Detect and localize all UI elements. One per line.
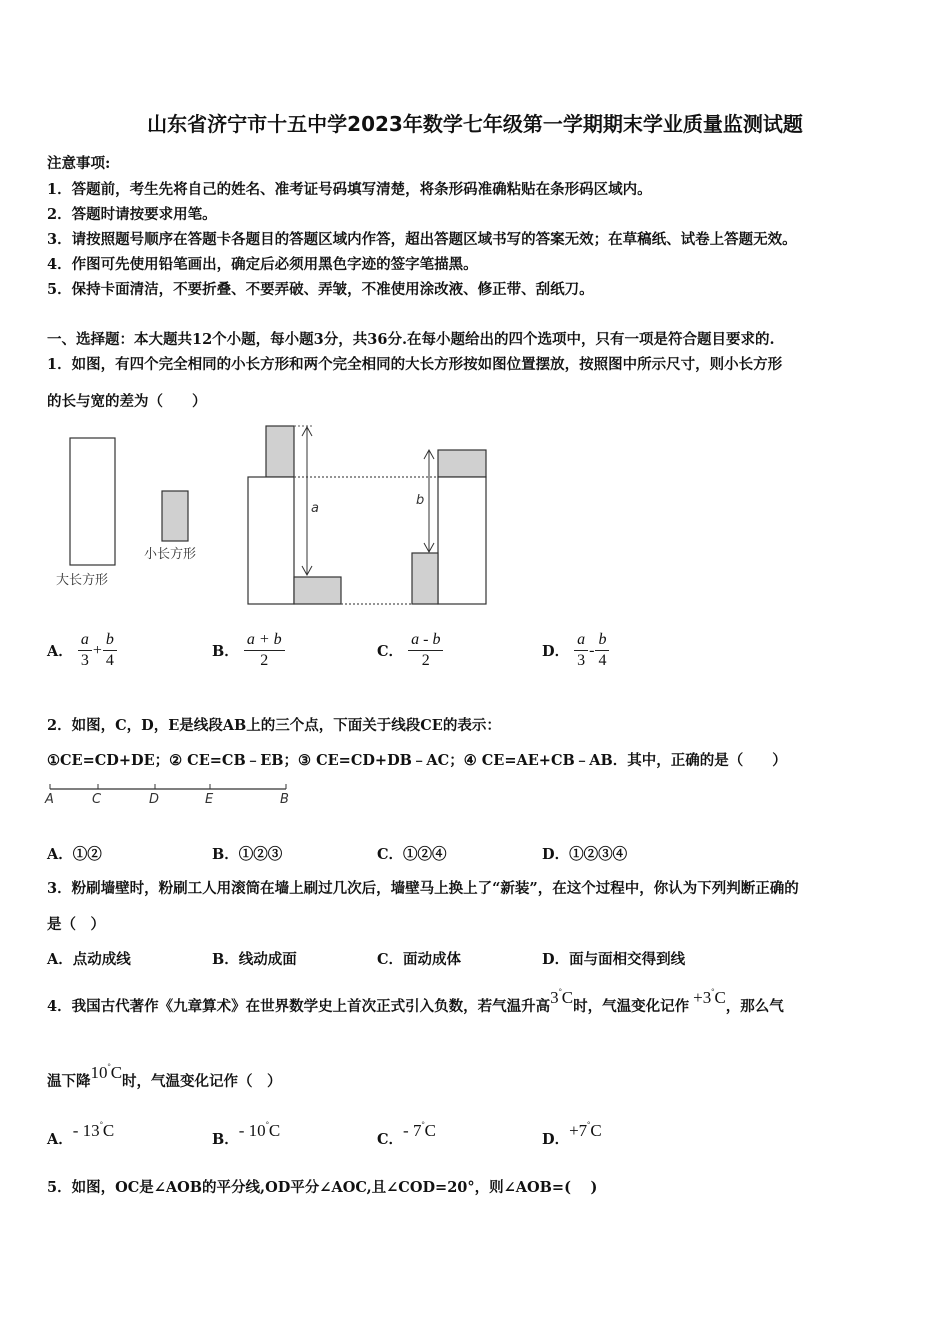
q1-option-b-label: B． (212, 643, 239, 660)
right-small-bottom (412, 553, 438, 604)
q1-option-d-frac2: $\frac{b}{4}$ (595, 630, 609, 671)
q1-option-b[interactable] (212, 630, 285, 671)
q4-option-b[interactable]: B．- 10°C (212, 1120, 281, 1148)
q1-option-c-label: C． (377, 643, 404, 660)
q1-option-d-label: D． (542, 643, 570, 660)
big-rectangle-label: 大长方形 (56, 573, 109, 588)
q1-figure (40, 418, 500, 613)
q5-text-line1: 5．如图，OC是∠AOB的平分线,OD平分∠AOC,且∠COD=20°，则∠AOB=( ) (47, 1179, 598, 1196)
q1-option-a-frac2: $\frac{b}{4}$ (103, 630, 117, 671)
q1-text-line1: 1．如图，有四个完全相同的小长方形和两个完全相同的大长方形按如图位置摆放，按照图中所示尺寸，则小长方形 (47, 356, 783, 373)
q3-option-d[interactable]: D．面与面相交得到线 (542, 951, 686, 968)
q3-option-b[interactable]: B．线动成面 (212, 951, 297, 968)
left-small-top (266, 426, 294, 477)
q3-option-c[interactable]: C．面动成体 (377, 951, 462, 968)
q1-option-d[interactable]: D． $\frac{a}{3}$ - $\frac{b}{4}$ (542, 630, 609, 671)
right-big (438, 477, 486, 604)
label-a: a (311, 501, 319, 516)
notice-heading: 注意事项: (47, 155, 111, 172)
point-c: C (92, 792, 102, 807)
q1-option-a-label: A． (47, 643, 73, 660)
q1-option-c[interactable] (377, 630, 443, 671)
q2-segment-figure (40, 780, 300, 808)
q1-option-a-frac1: $\frac{a}{3}$ (78, 630, 92, 671)
small-rectangle-label: 小长方形 (144, 547, 197, 562)
point-e: E (205, 792, 214, 807)
q4-temp-drop: 10°C (90, 1062, 123, 1082)
q4-option-a[interactable]: A．- 13°C (47, 1120, 115, 1148)
q4-temp-record: +3°C (693, 987, 726, 1007)
right-small-top (438, 450, 486, 477)
notice-item-1: 1．答题前，考生先将自己的姓名、准考证号码填写清楚，将条形码准确粘贴在条形码区域内。 (47, 181, 652, 198)
left-small-bottom (294, 577, 341, 604)
point-a: A (45, 792, 54, 807)
notice-item-3: 3．请按照题号顺序在答题卡各题目的答题区域内作答，超出答题区域书写的答案无效；在草稿纸、试卷上答题无效。 (47, 231, 797, 248)
q3-text-line1: 3．粉刷墙壁时，粉刷工人用滚筒在墙上刷过几次后，墙壁马上换上了“新装”，在这个过程中，你认为下列判断正确的 (47, 880, 799, 897)
left-big (248, 477, 294, 604)
notice-item-4: 4．作图可先使用铅笔画出，确定后必须用黑色字迹的签字笔描黑。 (47, 256, 478, 273)
q2-text-line2: ①CE=CD+DE；② CE=CB﹣EB；③ CE=CD+DB﹣AC；④ CE=AE+CB﹣AB．其中，正确的是（ ） (47, 752, 787, 769)
point-b: B (280, 792, 289, 807)
notice-item-5: 5．保持卡面清洁，不要折叠、不要弄破、弄皱，不准使用涂改液、修正带、刮纸刀。 (47, 281, 594, 298)
point-d: D (149, 792, 160, 807)
q2-option-b[interactable]: B．①②③ (212, 846, 283, 863)
q2-option-d[interactable]: D．①②③④ (542, 846, 628, 863)
section-heading: 一、选择题：本大题共12个小题，每小题3分，共36分.在每小题给出的四个选项中，只有一项是符合题目要求的. (47, 331, 775, 348)
big-rectangle (70, 438, 115, 565)
label-b: b (416, 493, 425, 508)
q1-option-b-frac: $\frac{a + b}{2}$ (244, 630, 285, 671)
small-rectangle (162, 491, 188, 541)
q3-option-a[interactable]: A．点动成线 (47, 951, 131, 968)
q2-text-line1: 2．如图，C，D，E是线段AB上的三个点，下面关于线段CE的表示： (47, 717, 501, 734)
q4-text-line1: 4．我国古代著作《九章算术》在世界数学史上首次正式引入负数，若气温升高3°C时，气温变化记作 +3°C，那么气 (47, 987, 784, 1015)
q4-option-d[interactable]: D．+7°C (542, 1120, 602, 1148)
q1-option-a[interactable]: A． $\frac{a}{3}$ + $\frac{b}{4}$ (47, 630, 117, 671)
q2-option-a[interactable]: A．①② (47, 846, 102, 863)
notice-item-2: 2．答题时请按要求用笔。 (47, 206, 217, 223)
q1-option-c-frac: $\frac{a - b}{2}$ (408, 630, 443, 671)
q1-text-line2: 的长与宽的差为（ ） (47, 393, 207, 410)
q4-temp-rise: 3°C (550, 987, 574, 1007)
q2-option-c[interactable]: C．①②④ (377, 846, 447, 863)
q3-text-line2: 是（ ） (47, 916, 105, 933)
q4-option-c[interactable]: C．- 7°C (377, 1120, 437, 1148)
page-title: 山东省济宁市十五中学2023年数学七年级第一学期期末学业质量监测试题 (147, 112, 803, 136)
q1-option-d-frac1: $\frac{a}{3}$ (574, 630, 588, 671)
q4-text-line2: 温下降10°C时，气温变化记作（ ） (47, 1062, 282, 1090)
